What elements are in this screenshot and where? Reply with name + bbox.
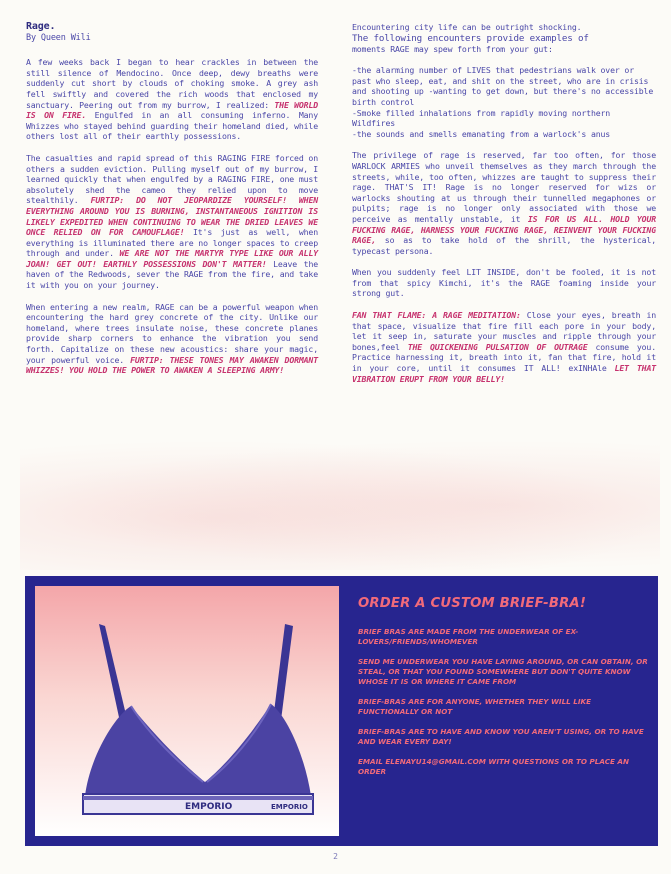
emphasis-text: FURTIP: DO NOT JEOPARDIZE YOURSELF! WHEN EVERYTHING AROUND YOU IS BURNING, INSTANTANEOUS IGNITION IS LIKELY EXPEDITED WHEN CONTINUING TO WEAR THE DRIED LEAVES WE ONCE RELIED ON FOR CAMOUFLAGE!	[26, 195, 319, 238]
body-text: Engulfed in an all consuming inferno. Many Whizzes who stayed behind guarding their homeland died, while others lost all of their earthly possessions.	[26, 110, 318, 142]
bra-photo	[35, 586, 339, 836]
left-paragraphs	[26, 57, 318, 376]
encounters-list	[352, 65, 656, 139]
paragraph	[352, 310, 656, 384]
body-text: Close your eyes, breath in that space, visualize that fire fill each pore in your body, let it seep in, saturate your muscles and ripple through your bones,feel	[352, 310, 657, 352]
bra-cups	[85, 704, 311, 796]
body-text: It's just as well, when everything is illuminated there are no longer spaces to creep through and under.	[26, 227, 318, 259]
emphasis-text: WE ARE NOT THE MARTYR TYPE LIKE OUR ALLY JOAN! GET OUT! EARTHLY POSSESSIONS DON'T MATTER!	[26, 248, 319, 269]
emphasis-text: LET THAT VIBRATION ERUPT FROM YOUR BELLY!	[352, 363, 657, 384]
right-intro-big: The following encounters provide examples of	[352, 32, 589, 44]
emphasis-text: THE WORLD IS ON FIRE.	[26, 99, 319, 121]
waistband-text-right: EMPORIO	[271, 803, 308, 811]
waistband-text-left: EMPORIO	[185, 802, 233, 812]
pink-ink-bleed	[20, 440, 660, 570]
ad-paragraph: BRIEF-BRAS ARE FOR ANYONE, WHETHER THEY WILL LIKE FUNCTIONALLY OR NOT	[358, 697, 591, 716]
encounter-item: -the alarming number of LIVES that pedestrians walk over or past who sleep, eat, and shit on the street, who are in crisis and shooting up -wanting to get down, but there's no accessible birth control	[352, 65, 654, 107]
brief-bra-ad	[25, 576, 658, 846]
ad-heading: ORDER A CUSTOM BRIEF-BRA!	[358, 596, 587, 611]
page-number: 2	[333, 852, 338, 861]
ad-paragraphs	[358, 627, 650, 777]
body-text: A few weeks back I began to hear crackles in between the still silence of Mendocino. Once deep, dewy breaths were suddenly cut short by clouds of choking smoke. A grey ash fell swiftly and covered the rich woods that enclosed my sanctuary. Peering out from my burrow, I realized:	[26, 57, 318, 110]
article-title: Rage.	[26, 21, 56, 32]
emphasis-text: THE QUICKENING PULSATION OF OUTRAGE	[407, 341, 588, 352]
emphasis-text: FURTIP: THESE TONES MAY AWAKEN DORMANT WHIZZES! YOU HOLD THE POWER TO AWAKEN A SLEEPING ARMY!	[26, 354, 318, 376]
paragraph	[26, 153, 318, 291]
body-text: When entering a new realm, RAGE can be a powerful weapon when encountering the hard grey concrete of the city. Unlike our homeland, where trees insulate noise, these concrete planes provide sharp corners to enhance the vibration you send forth. Capitalize on these new acoustics: share your magic, your powerful voice.	[26, 301, 318, 365]
paragraph	[352, 150, 656, 256]
encounter-item: -the sounds and smells emanating from a warlock's anus	[352, 128, 611, 139]
right-intro: Encountering city life can be outright shocking.	[352, 22, 582, 32]
encounter-item: -Smoke filled inhalations from rapidly moving northern Wildfires	[352, 107, 611, 129]
emphasis-text: IS FOR US ALL. HOLD YOUR FUCKING RAGE, HARNESS YOUR FUCKING RAGE, REINVENT YOUR FUCKING RAGE,	[352, 213, 657, 246]
byline: By Queen Wili	[26, 32, 91, 43]
ad-paragraph: BRIEF BRAS ARE MADE FROM THE UNDERWEAR OF EX-LOVERS/FRIENDS/WHOMEVER	[358, 627, 579, 646]
paragraph	[352, 267, 656, 299]
body-text: The casualties and rapid spread of this RAGING FIRE forced on others a sudden eviction. Pulling myself out of my burrow, I learned quickly that when engulfed by a RAGING FIRE, one must absolutely shed the cameo they relied upon to move stealthily.	[26, 152, 318, 206]
body-text: consume you. Practice harnessing it, breath into it, fan that fire, hold it in your core, until it consumes IT ALL! exINHAle	[352, 341, 656, 374]
ad-text	[358, 596, 650, 787]
ad-contact: EMAIL ELENAYU14@GMAIL.COM WITH QUESTIONS OR TO PLACE AN ORDER	[358, 757, 629, 776]
left-column	[26, 22, 318, 387]
body-text: so as to take hold of the shrill, the hysterical, typecast persona.	[352, 235, 656, 256]
right-column	[352, 22, 656, 395]
right-paragraphs	[352, 150, 656, 384]
paragraph	[26, 302, 318, 376]
emphasis-text: FAN THAT FLAME: A RAGE MEDITATION:	[352, 310, 521, 321]
right-intro-rest: moments RAGE may spew forth from your gut:	[352, 43, 553, 54]
body-text: Leave the haven of the Redwoods, sever the RAGE from the fire, and take it with you on your journey.	[26, 258, 319, 291]
ad-paragraph: BRIEF-BRAS ARE TO HAVE AND KNOW YOU AREN'T USING, OR TO HAVE AND WEAR EVERY DAY!	[358, 727, 644, 746]
paragraph	[26, 57, 318, 142]
body-text: When you suddenly feel LIT INSIDE, don't be fooled, it is not from that spicy Kimchi, it's the RAGE foaming inside your strong gut.	[352, 267, 656, 299]
body-text: The privilege of rage is reserved, far too often, for those WARLOCK ARMIES who unveil themselves as they march through the streets, while, too often, whizzes are taught to suppress their rage. THAT'S IT! Rage is no longer reserved for wizs or warlocks shouting at us through their tunnelled megaphones or pulpits; rage is no longer only associated with those we perceive as mentally unstable, it	[352, 150, 656, 224]
ad-paragraph: SEND ME UNDERWEAR YOU HAVE LAYING AROUND, OR CAN OBTAIN, OR STEAL, OR THAT YOU FOUND SOMEWHERE BUT DON'T QUITE KNOW WHOSE IT IS OR WHERE IT CAME FROM	[358, 657, 648, 686]
bra-illustration	[35, 586, 339, 836]
